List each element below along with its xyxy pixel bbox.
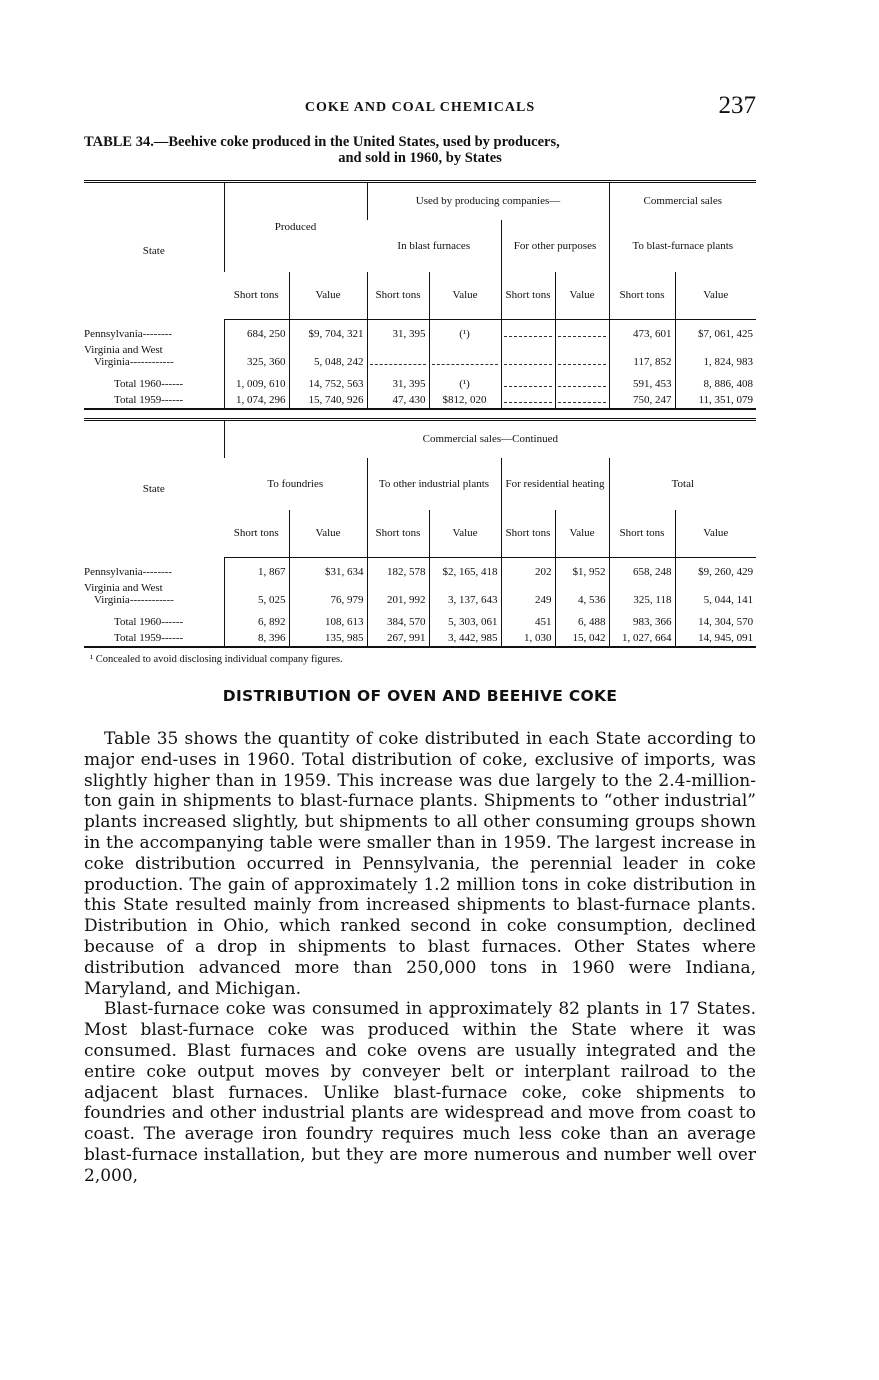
table-row: [84, 392, 756, 409]
cell: 1, 074, 296: [224, 392, 289, 409]
value-header: Value: [429, 272, 501, 320]
to-other-industrial-header: To other industrial plants: [367, 458, 501, 510]
table-row: [84, 326, 756, 342]
section-heading: DISTRIBUTION OF OVEN AND BEEHIVE COKE: [222, 687, 618, 705]
state-header: State: [84, 182, 224, 320]
document-page: [84, 92, 756, 1187]
cell: 135, 985: [289, 630, 367, 647]
cell: 117, 852: [609, 342, 675, 370]
cell: 15, 740, 926: [289, 392, 367, 409]
running-head: [84, 92, 756, 128]
cell: 47, 430: [367, 392, 429, 409]
cell: 15, 042: [555, 630, 609, 647]
short-tons-header: Short tons: [224, 510, 289, 558]
cell: $7, 061, 425: [675, 326, 756, 342]
cell: 4, 536: [555, 580, 609, 608]
empty-cell: [555, 326, 609, 342]
value-header: Value: [289, 272, 367, 320]
short-tons-header: Short tons: [367, 510, 429, 558]
state-cell: Total 1959------: [84, 630, 224, 647]
empty-cell: [555, 376, 609, 392]
cell: 31, 395: [367, 326, 429, 342]
cell: 384, 570: [367, 614, 429, 630]
cell: 325, 118: [609, 580, 675, 608]
cell: $9, 260, 429: [675, 564, 756, 580]
short-tons-header: Short tons: [367, 272, 429, 320]
empty-cell: [501, 376, 555, 392]
state-header: State: [84, 420, 224, 558]
cell: $2, 165, 418: [429, 564, 501, 580]
value-header: Value: [675, 272, 756, 320]
state-cell: Virginia and West Virginia------------: [84, 344, 174, 368]
used-by-producers-header: Used by producing companies—: [367, 182, 609, 220]
table-row: [84, 376, 756, 392]
value-header: Value: [289, 510, 367, 558]
cell: 1, 027, 664: [609, 630, 675, 647]
cell: (¹): [429, 376, 501, 392]
paragraph: Blast-furnace coke was consumed in approximately 82 plants in 17 States. Most blast-furnace coke was produced within the State where it was consumed. Blast furnaces and coke ovens are usually integrated and the entire coke output moves by conveyer belt or interplant railroad to the adjacent blast furnaces. Unlike blast-furnace coke, coke shipments to foundries and other industrial plants are widespread and move from coast to coast. The average iron foundry requires much less coke than an average blast-furnace installation, but they are more numerous and number well over 2,000,: [84, 999, 756, 1186]
cell: 14, 945, 091: [675, 630, 756, 647]
cell: 750, 247: [609, 392, 675, 409]
cell: $1, 952: [555, 564, 609, 580]
cell: 658, 248: [609, 564, 675, 580]
cell: 6, 488: [555, 614, 609, 630]
cell: 267, 991: [367, 630, 429, 647]
cell: 684, 250: [224, 326, 289, 342]
cell: 5, 025: [224, 580, 289, 608]
short-tons-header: Short tons: [224, 272, 289, 320]
total-header: Total: [609, 458, 756, 510]
empty-cell: [501, 342, 555, 370]
paragraph: Table 35 shows the quantity of coke distributed in each State according to major end-uses in 1960. Total distribution of coke, exclusive of imports, was slightly higher than in 1959. This increase was due largely to the 2.4-million-ton gain in shipments to blast-furnace plants. Shipments to “other industrial” plants increased slightly, but shipments to all other consuming groups shown in the accompanying table were smaller than in 1959. The largest increase in coke distribution occurred in Pennsylvania, the perennial leader in coke production. The gain of approximately 1.2 million tons in coke distribution in this State resulted mainly from increased shipments to blast-furnace plants. Distribution in Ohio, which ranked second in coke consumption, declined because of a drop in shipments to blast furnaces. Other States where distribution advanced more than 250,000 tons in 1960 were Indiana, Maryland, and Michigan.: [84, 729, 756, 999]
state-cell: Total 1960------: [114, 616, 184, 628]
cell: 6, 892: [224, 614, 289, 630]
cell: 108, 613: [289, 614, 367, 630]
cell: 14, 752, 563: [289, 376, 367, 392]
cell: $812, 020: [429, 392, 501, 409]
value-header: Value: [555, 510, 609, 558]
cell: 182, 578: [367, 564, 429, 580]
to-foundries-header: To foundries: [267, 477, 324, 490]
empty-cell: [555, 392, 609, 409]
cell: 8, 886, 408: [675, 376, 756, 392]
cell: 3, 442, 985: [429, 630, 501, 647]
cell: 31, 395: [367, 376, 429, 392]
cell: 5, 048, 242: [289, 342, 367, 370]
cell: 76, 979: [289, 580, 367, 608]
cell: 473, 601: [609, 326, 675, 342]
cell: 1, 030: [501, 630, 555, 647]
table-row: [84, 342, 756, 370]
table-footnote: ¹ Concealed to avoid disclosing individual company figures.: [90, 654, 343, 665]
table-title-line-2: and sold in 1960, by States: [338, 150, 502, 166]
value-header: Value: [429, 510, 501, 558]
table-title: [84, 134, 756, 166]
cell: 1, 867: [224, 564, 289, 580]
short-tons-header: Short tons: [501, 510, 555, 558]
commercial-sales-continued-header: Commercial sales—Continued: [224, 420, 756, 458]
empty-cell: [429, 342, 501, 370]
cell: 8, 396: [224, 630, 289, 647]
cell: $31, 634: [289, 564, 367, 580]
cell: 5, 044, 141: [675, 580, 756, 608]
short-tons-header: Short tons: [609, 510, 675, 558]
cell: $9, 704, 321: [289, 326, 367, 342]
cell: 1, 009, 610: [224, 376, 289, 392]
table-row: [84, 564, 756, 580]
empty-cell: [555, 342, 609, 370]
cell: (¹): [429, 326, 501, 342]
table-row: [84, 630, 756, 647]
state-cell: Pennsylvania--------: [84, 566, 172, 578]
running-title: COKE AND COAL CHEMICALS: [304, 100, 536, 115]
cell: 591, 453: [609, 376, 675, 392]
value-header: Value: [675, 510, 756, 558]
state-cell: Total 1959------: [84, 392, 224, 409]
state-cell: Virginia and West Virginia------------: [84, 582, 174, 606]
cell: 5, 303, 061: [429, 614, 501, 630]
cell: 249: [501, 580, 555, 608]
other-purposes-header: For other purposes: [501, 220, 609, 272]
cell: 11, 351, 079: [675, 392, 756, 409]
body-text: [84, 729, 756, 1187]
residential-heating-header: For residential heating: [501, 458, 609, 510]
state-cell: Pennsylvania--------: [84, 328, 172, 340]
empty-cell: [501, 392, 555, 409]
short-tons-header: Short tons: [501, 272, 555, 320]
cell: 202: [501, 564, 555, 580]
empty-cell: [367, 342, 429, 370]
short-tons-header: Short tons: [609, 272, 675, 320]
table-row: [84, 580, 756, 608]
cell: 14, 304, 570: [675, 614, 756, 630]
cell: 201, 992: [367, 580, 429, 608]
produced-header: Produced: [224, 182, 367, 272]
cell: 983, 366: [609, 614, 675, 630]
cell: 1, 824, 983: [675, 342, 756, 370]
state-cell: Total 1960------: [114, 378, 184, 390]
value-header: Value: [555, 272, 609, 320]
empty-cell: [501, 326, 555, 342]
table-row: [84, 614, 756, 630]
cell: 451: [501, 614, 555, 630]
to-blast-furnace-header: To blast-furnace plants: [609, 220, 756, 272]
blast-furnaces-header: In blast furnaces: [397, 239, 471, 252]
cell: 3, 137, 643: [429, 580, 501, 608]
table-title-line-1: TABLE 34.—Beehive coke produced in the United States, used by producers,: [84, 134, 560, 150]
beehive-coke-table-part-2: [84, 418, 756, 648]
cell: 325, 360: [224, 342, 289, 370]
commercial-sales-header: Commercial sales: [609, 182, 756, 220]
page-number: 237: [718, 92, 756, 119]
beehive-coke-table-part-1: [84, 180, 756, 410]
